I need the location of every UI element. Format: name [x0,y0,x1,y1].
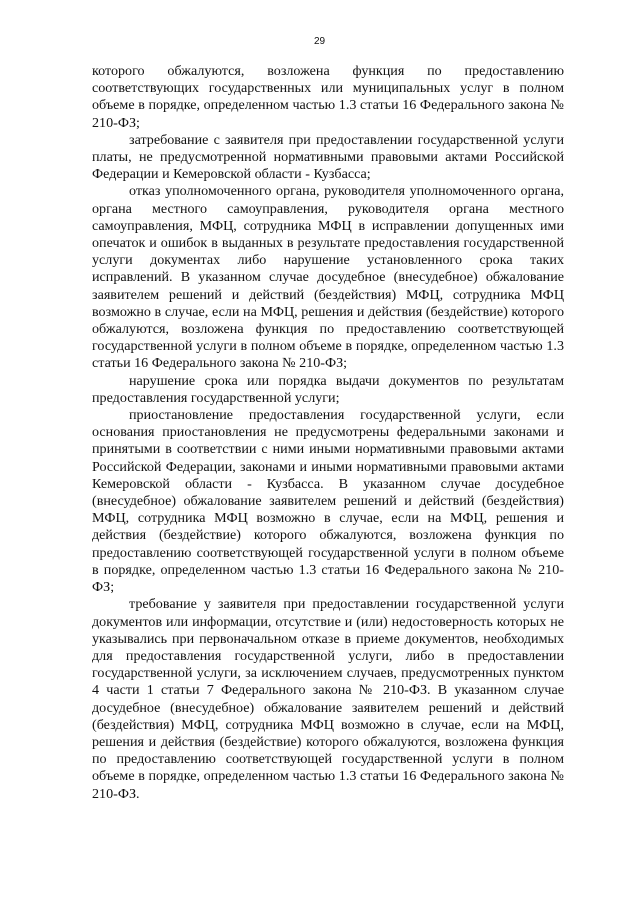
paragraph-document-requirement: требование у заявителя при предоставлении государственной услуги документов или информации, отсутствие и (или) недостоверность которых не указывались при первоначальном отказе в приеме документов, необходимых для предоставления государственной услуги, либо в предоставлении государственной услуги, за исключением случаев, предусмотренных пунктом 4 части 1 статьи 7 Федерального закона № 210-ФЗ. В указанном случае досудебное (внесудебное) обжалование заявителем решений и действий (бездействия) МФЦ, сотрудника МФЦ возможно в случае, если на МФЦ, решения и действия (бездействие) которого обжалуются, возложена функция по предоставлению соответствующей государственной услуги в полном объеме в порядке, определенном частью 1.3 статьи 16 Федерального закона № 210-ФЗ. [92,596,564,802]
document-body [92,63,564,803]
paragraph-issuance-violation: нарушение срока или порядка выдачи документов по результатам предоставления государственной услуги; [92,372,564,406]
paragraph-suspension: приостановление предоставления государственной услуги, если основания приостановления не предусмотрены федеральными законами и принятыми в соответствии с ними иными нормативными правовыми актами Российской Федерации, законами и иными нормативными правовыми актами Кемеровской области - Кузбасса. В указанном случае досудебное (внесудебное) обжалование заявителем решений и действий (бездействия) МФЦ, сотрудника МФЦ возможно в случае, если на МФЦ, решения и действия (бездействие) которого обжалуются, возложена функция по предоставлению соответствующей государственной услуги в полном объеме в порядке, определенном частью 1.3 статьи 16 Федерального закона № 210-ФЗ; [92,407,564,596]
page-number: 29 [313,36,326,47]
paragraph-fee-demand: затребование с заявителя при предоставлении государственной услуги платы, не предусмотренной нормативными правовыми актами Российской Федерации и Кемеровской области - Кузбасса; [92,131,564,183]
paragraph-continuation: которого обжалуются, возложена функция по предоставлению соответствующих государственных или муниципальных услуг в полном объеме в порядке, определенном частью 1.3 статьи 16 Федерального закона № 210-ФЗ; [92,63,564,131]
paragraph-correction-refusal: отказ уполномоченного органа, руководителя уполномоченного органа, органа местного самоуправления, руководителя органа местного самоуправления, МФЦ, сотрудника МФЦ в исправлении допущенных ими опечаток и ошибок в выданных в результате предоставления государственной услуги документах либо нарушение установленного срока таких исправлений. В указанном случае досудебное (внесудебное) обжалование заявителем решений и действий (бездействия) МФЦ, сотрудника МФЦ возможно в случае, если на МФЦ, решения и действия (бездействие) которого обжалуются, возложена функция по предоставлению соответствующей государственной услуги в полном объеме в порядке, определенном частью 1.3 статьи 16 Федерального закона № 210-ФЗ; [92,183,564,372]
